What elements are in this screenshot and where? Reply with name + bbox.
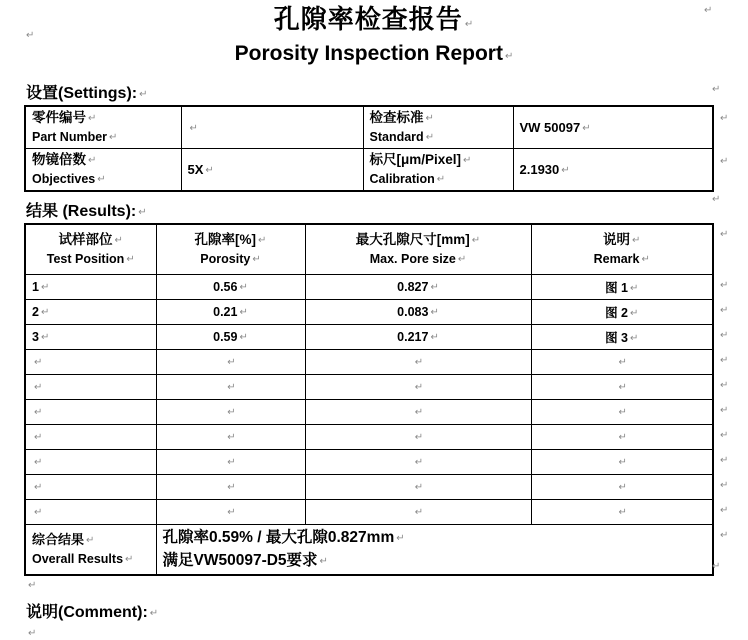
paragraph-mark: ↵ <box>704 5 713 16</box>
empty-row <box>25 350 745 375</box>
paragraph-mark: ↵ <box>561 165 570 176</box>
calibration-label: 标尺[μm/Pixel] ↵ Calibration ↵ <box>363 149 513 192</box>
paragraph-mark: ↵ <box>630 283 639 294</box>
paragraph-mark: ↵ <box>430 282 439 293</box>
blank-line <box>26 579 748 591</box>
paragraph-mark: ↵ <box>632 235 641 246</box>
blank-line <box>26 627 748 639</box>
paragraph-mark: ↵ <box>139 89 148 100</box>
paragraph-mark: ↵ <box>28 628 37 639</box>
empty-row <box>25 500 745 525</box>
cell-remark: 图 3 ↵ <box>531 325 713 350</box>
part-number-value <box>181 106 363 149</box>
overall-results-row <box>25 525 745 576</box>
paragraph-mark: ↵ <box>126 254 135 265</box>
cell-pore-size: 0.827 ↵ <box>305 275 531 300</box>
paragraph-mark: ↵ <box>252 254 261 265</box>
cell-remark: ↵ <box>531 475 713 500</box>
paragraph-mark: ↵ <box>97 174 106 185</box>
results-heading: 结果 (Results): ↵ <box>26 203 147 220</box>
settings-row-2 <box>25 149 745 192</box>
paragraph-mark: ↵ <box>149 608 159 619</box>
cell-test-position: ↵ <box>25 400 156 425</box>
cell-porosity: ↵ <box>156 500 305 525</box>
cell-test-position: ↵ <box>25 500 156 525</box>
paragraph-mark: ↵ <box>28 580 37 591</box>
cell-pore-size: ↵ <box>305 500 531 525</box>
paragraph-mark: ↵ <box>109 132 118 143</box>
cell-remark: ↵ <box>531 500 713 525</box>
row-end-mark: ↵ <box>720 279 729 291</box>
cell-porosity: 0.59 ↵ <box>156 325 305 350</box>
overall-results-value: 孔隙率0.59% / 最大孔隙0.827mm ↵ 满足VW50097-D5要求 ↵ <box>156 525 713 576</box>
cell-test-position: ↵ <box>25 425 156 450</box>
settings-row-1 <box>25 106 745 149</box>
row-end-mark: ↵ <box>720 504 729 516</box>
row-end-mark: ↵ <box>720 429 729 441</box>
cell-pore-size: 0.217 ↵ <box>305 325 531 350</box>
cell-remark: ↵ <box>531 400 713 425</box>
row-end-mark: ↵ <box>720 229 729 240</box>
cell-pore-size: ↵ <box>305 475 531 500</box>
paragraph-mark: ↵ <box>457 254 467 265</box>
empty-row <box>25 475 745 500</box>
standard-label: 检查标准 ↵ Standard ↵ <box>363 106 513 149</box>
paragraph-mark: ↵ <box>712 561 721 572</box>
row-end-mark: ↵ <box>720 479 729 491</box>
empty-row <box>25 400 745 425</box>
result-row-3 <box>25 325 745 350</box>
cell-porosity: ↵ <box>156 475 305 500</box>
objectives-label: 物镜倍数 ↵ Objectives ↵ <box>25 149 181 192</box>
cell-porosity: 0.56 ↵ <box>156 275 305 300</box>
paragraph-mark: ↵ <box>86 535 95 546</box>
report-title-cn: 孔隙率检查报告 ↵ <box>273 5 475 35</box>
result-row-2 <box>25 300 745 325</box>
report-title-en: Porosity Inspection Report ↵ <box>234 42 514 65</box>
paragraph-mark: ↵ <box>114 235 123 246</box>
calibration-value: 2.1930 ↵ <box>513 149 713 192</box>
cell-test-position: 2 ↵ <box>25 300 156 325</box>
row-end-mark: ↵ <box>720 354 729 366</box>
paragraph-mark: ↵ <box>40 307 50 318</box>
row-end-mark: ↵ <box>720 529 729 541</box>
empty-row <box>25 425 745 450</box>
settings-table <box>24 105 746 192</box>
cell-pore-size: ↵ <box>305 425 531 450</box>
paragraph-mark: ↵ <box>630 308 639 319</box>
paragraph-mark: ↵ <box>396 532 405 544</box>
paragraph-mark: ↵ <box>40 332 50 343</box>
cell-pore-size: 0.083 ↵ <box>305 300 531 325</box>
paragraph-mark: ↵ <box>258 235 267 246</box>
cell-porosity: ↵ <box>156 450 305 475</box>
comment-heading: 说明(Comment): ↵ <box>26 604 159 621</box>
cell-porosity: ↵ <box>156 425 305 450</box>
cell-test-position: ↵ <box>25 475 156 500</box>
paragraph-mark: ↵ <box>205 165 214 176</box>
paragraph-mark: ↵ <box>88 113 97 124</box>
cell-remark: ↵ <box>531 450 713 475</box>
paragraph-mark: ↵ <box>463 155 472 166</box>
col-header-max-pore-size: 最大孔隙尺寸[mm] ↵ Max. Pore size ↵ <box>305 224 531 275</box>
paragraph-mark: ↵ <box>239 282 248 293</box>
objectives-value: 5X ↵ <box>181 149 363 192</box>
cell-porosity: ↵ <box>156 350 305 375</box>
cell-porosity: 0.21 ↵ <box>156 300 305 325</box>
cell-remark: ↵ <box>531 425 713 450</box>
overall-results-label: 综合结果 ↵ Overall Results ↵ <box>25 525 156 576</box>
paragraph-mark: ↵ <box>430 307 439 318</box>
report-page <box>0 4 748 639</box>
cell-pore-size: ↵ <box>305 400 531 425</box>
cell-porosity: ↵ <box>156 400 305 425</box>
part-number-label: 零件编号 ↵ Part Number ↵ <box>25 106 181 149</box>
row-end-mark: ↵ <box>720 113 729 124</box>
paragraph-mark: ↵ <box>189 123 198 134</box>
paragraph-mark: ↵ <box>630 333 639 344</box>
paragraph-mark: ↵ <box>641 254 650 265</box>
paragraph-mark: ↵ <box>425 132 435 143</box>
cell-remark: 图 2 ↵ <box>531 300 713 325</box>
paragraph-mark: ↵ <box>138 207 147 218</box>
paragraph-mark: ↵ <box>471 235 481 246</box>
cell-test-position: 3 ↵ <box>25 325 156 350</box>
results-table <box>24 223 746 576</box>
paragraph-mark: ↵ <box>40 282 50 293</box>
settings-heading: 设置(Settings): ↵ <box>26 85 148 102</box>
paragraph-mark: ↵ <box>712 84 721 95</box>
cell-pore-size: ↵ <box>305 350 531 375</box>
cell-test-position: ↵ <box>25 375 156 400</box>
cell-test-position: ↵ <box>25 450 156 475</box>
paragraph-mark: ↵ <box>436 174 446 185</box>
cell-pore-size: ↵ <box>305 375 531 400</box>
row-end-mark: ↵ <box>720 379 729 391</box>
col-header-test-position: 试样部位 ↵ Test Position ↵ <box>25 224 156 275</box>
paragraph-mark: ↵ <box>712 194 721 205</box>
paragraph-mark: ↵ <box>319 555 328 567</box>
row-end-mark: ↵ <box>720 454 729 466</box>
paragraph-mark: ↵ <box>425 113 434 124</box>
paragraph-mark: ↵ <box>430 332 439 343</box>
cell-remark: ↵ <box>531 375 713 400</box>
row-end-mark: ↵ <box>720 304 729 316</box>
row-end-mark: ↵ <box>720 404 729 416</box>
paragraph-mark: ↵ <box>464 19 475 30</box>
cell-remark: 图 1 ↵ <box>531 275 713 300</box>
cell-test-position: ↵ <box>25 350 156 375</box>
empty-row <box>25 450 745 475</box>
cell-test-position: 1 ↵ <box>25 275 156 300</box>
cell-porosity: ↵ <box>156 375 305 400</box>
col-header-porosity: 孔隙率[%] ↵ Porosity ↵ <box>156 224 305 275</box>
cell-remark: ↵ <box>531 350 713 375</box>
paragraph-mark: ↵ <box>504 51 514 62</box>
empty-row <box>25 375 745 400</box>
col-header-remark: 说明 ↵ Remark ↵ <box>531 224 713 275</box>
paragraph-mark: ↵ <box>125 554 134 565</box>
paragraph-mark: ↵ <box>239 332 248 343</box>
result-row-1 <box>25 275 745 300</box>
row-end-mark: ↵ <box>720 329 729 341</box>
paragraph-mark: ↵ <box>88 155 97 166</box>
standard-value: VW 50097 ↵ <box>513 106 713 149</box>
paragraph-mark: ↵ <box>582 123 591 134</box>
paragraph-mark: ↵ <box>239 307 248 318</box>
paragraph-mark: ↵ <box>26 30 35 41</box>
cell-pore-size: ↵ <box>305 450 531 475</box>
row-end-mark: ↵ <box>720 155 729 167</box>
results-header-row <box>25 224 745 275</box>
